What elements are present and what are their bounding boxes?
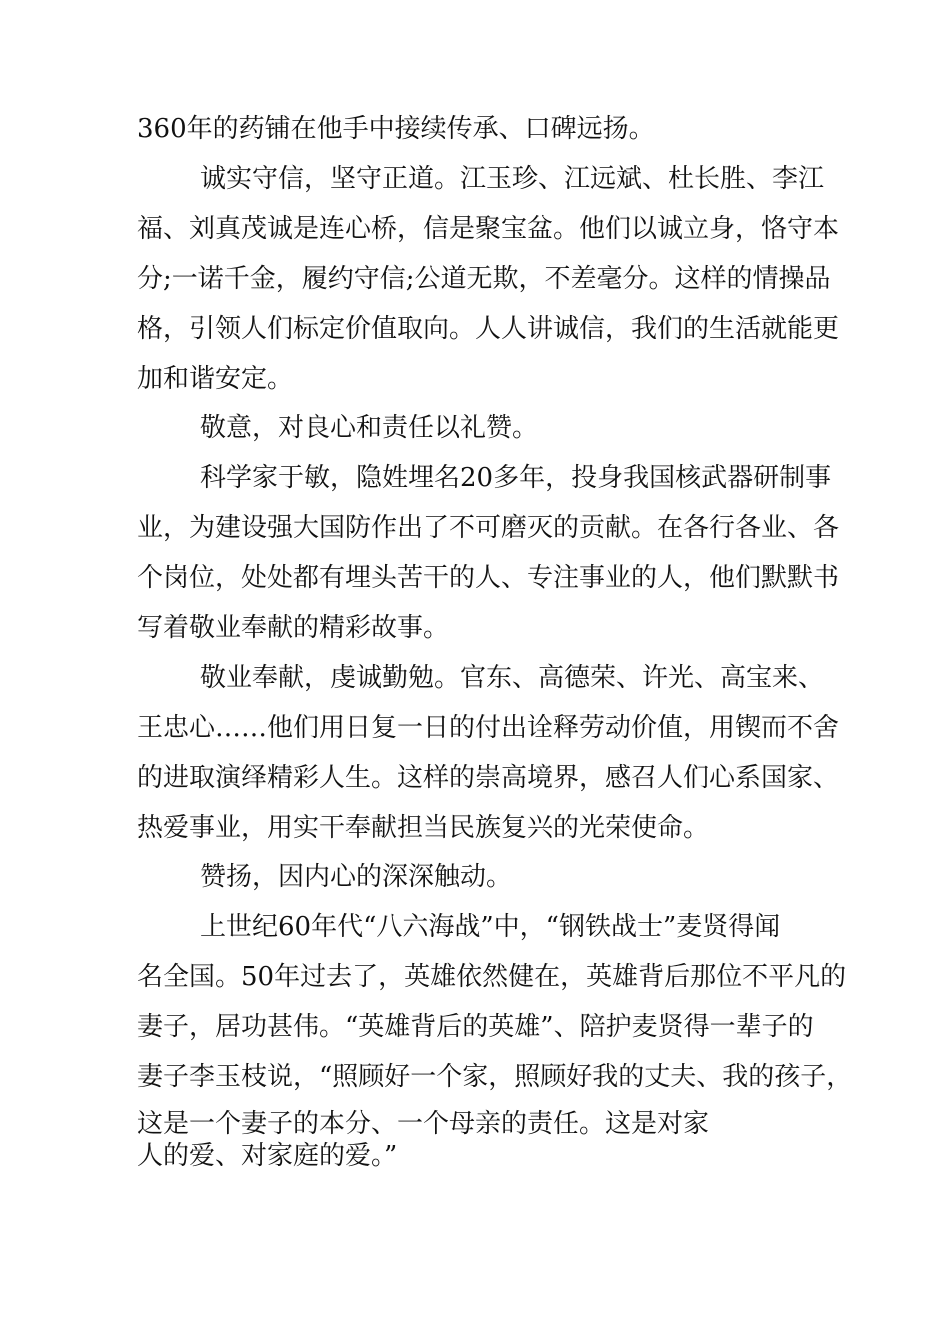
text-line: 的进取演绎精彩人生。这样的崇高境界，感召人们心系国家、 — [137, 763, 840, 793]
text-line: 格，引领人们标定价值取向。人人讲诚信，我们的生活就能更 — [137, 314, 840, 344]
text-line: 写着敬业奉献的精彩故事。 — [137, 613, 450, 643]
paragraph-first-line: 科学家于敏，隐姓埋名20多年，投身我国核武器研制事 — [200, 463, 832, 493]
paragraph-first-line: 诚实守信，坚守正道。江玉珍、江远斌、杜长胜、李江 — [200, 164, 825, 194]
paragraph-first-line: 敬意，对良心和责任以礼赞。 — [200, 413, 539, 443]
text-line: 妻子，居功甚伟。“英雄背后的英雄”、陪护麦贤得一辈子的 — [137, 1012, 814, 1042]
text-line: 热爱事业，用实干奉献担当民族复兴的光荣使命。 — [137, 813, 710, 843]
text-line: 个岗位，处处都有埋头苦干的人、专注事业的人，他们默默书 — [137, 563, 840, 593]
text-line: 福、刘真茂诚是连心桥，信是聚宝盆。他们以诚立身，恪守本 — [137, 214, 840, 244]
text-line: 妻子李玉枝说，“照顾好一个家，照顾好我的丈夫、我的孩子， — [137, 1062, 853, 1092]
text-line: 分;一诺千金，履约守信;公道无欺，不差毫分。这样的情操品 — [137, 264, 831, 294]
paragraph-first-line: 上世纪60年代“八六海战”中，“钢铁战士”麦贤得闻 — [200, 912, 781, 942]
text-line: 名全国。50年过去了，英雄依然健在，英雄背后那位不平凡的 — [137, 962, 847, 992]
paragraph-first-line: 敬业奉献，虔诚勤勉。官东、高德荣、许光、高宝来、 — [200, 663, 825, 693]
text-line: 人的爱、对家庭的爱。” — [137, 1141, 398, 1171]
text-line: 加和谐安定。 — [137, 364, 294, 394]
text-line: 业，为建设强大国防作出了不可磨灭的贡献。在各行各业、各 — [137, 513, 840, 543]
text-line: 王忠心……他们用日复一日的付出诠释劳动价值，用锲而不舍 — [137, 713, 840, 743]
paragraph-first-line: 赞扬，因内心的深深触动。 — [200, 862, 513, 892]
text-line: 360年的药铺在他手中接续传承、口碑远扬。 — [137, 114, 655, 144]
text-line: 这是一个妻子的本分、一个母亲的责任。这是对家 — [137, 1109, 710, 1139]
